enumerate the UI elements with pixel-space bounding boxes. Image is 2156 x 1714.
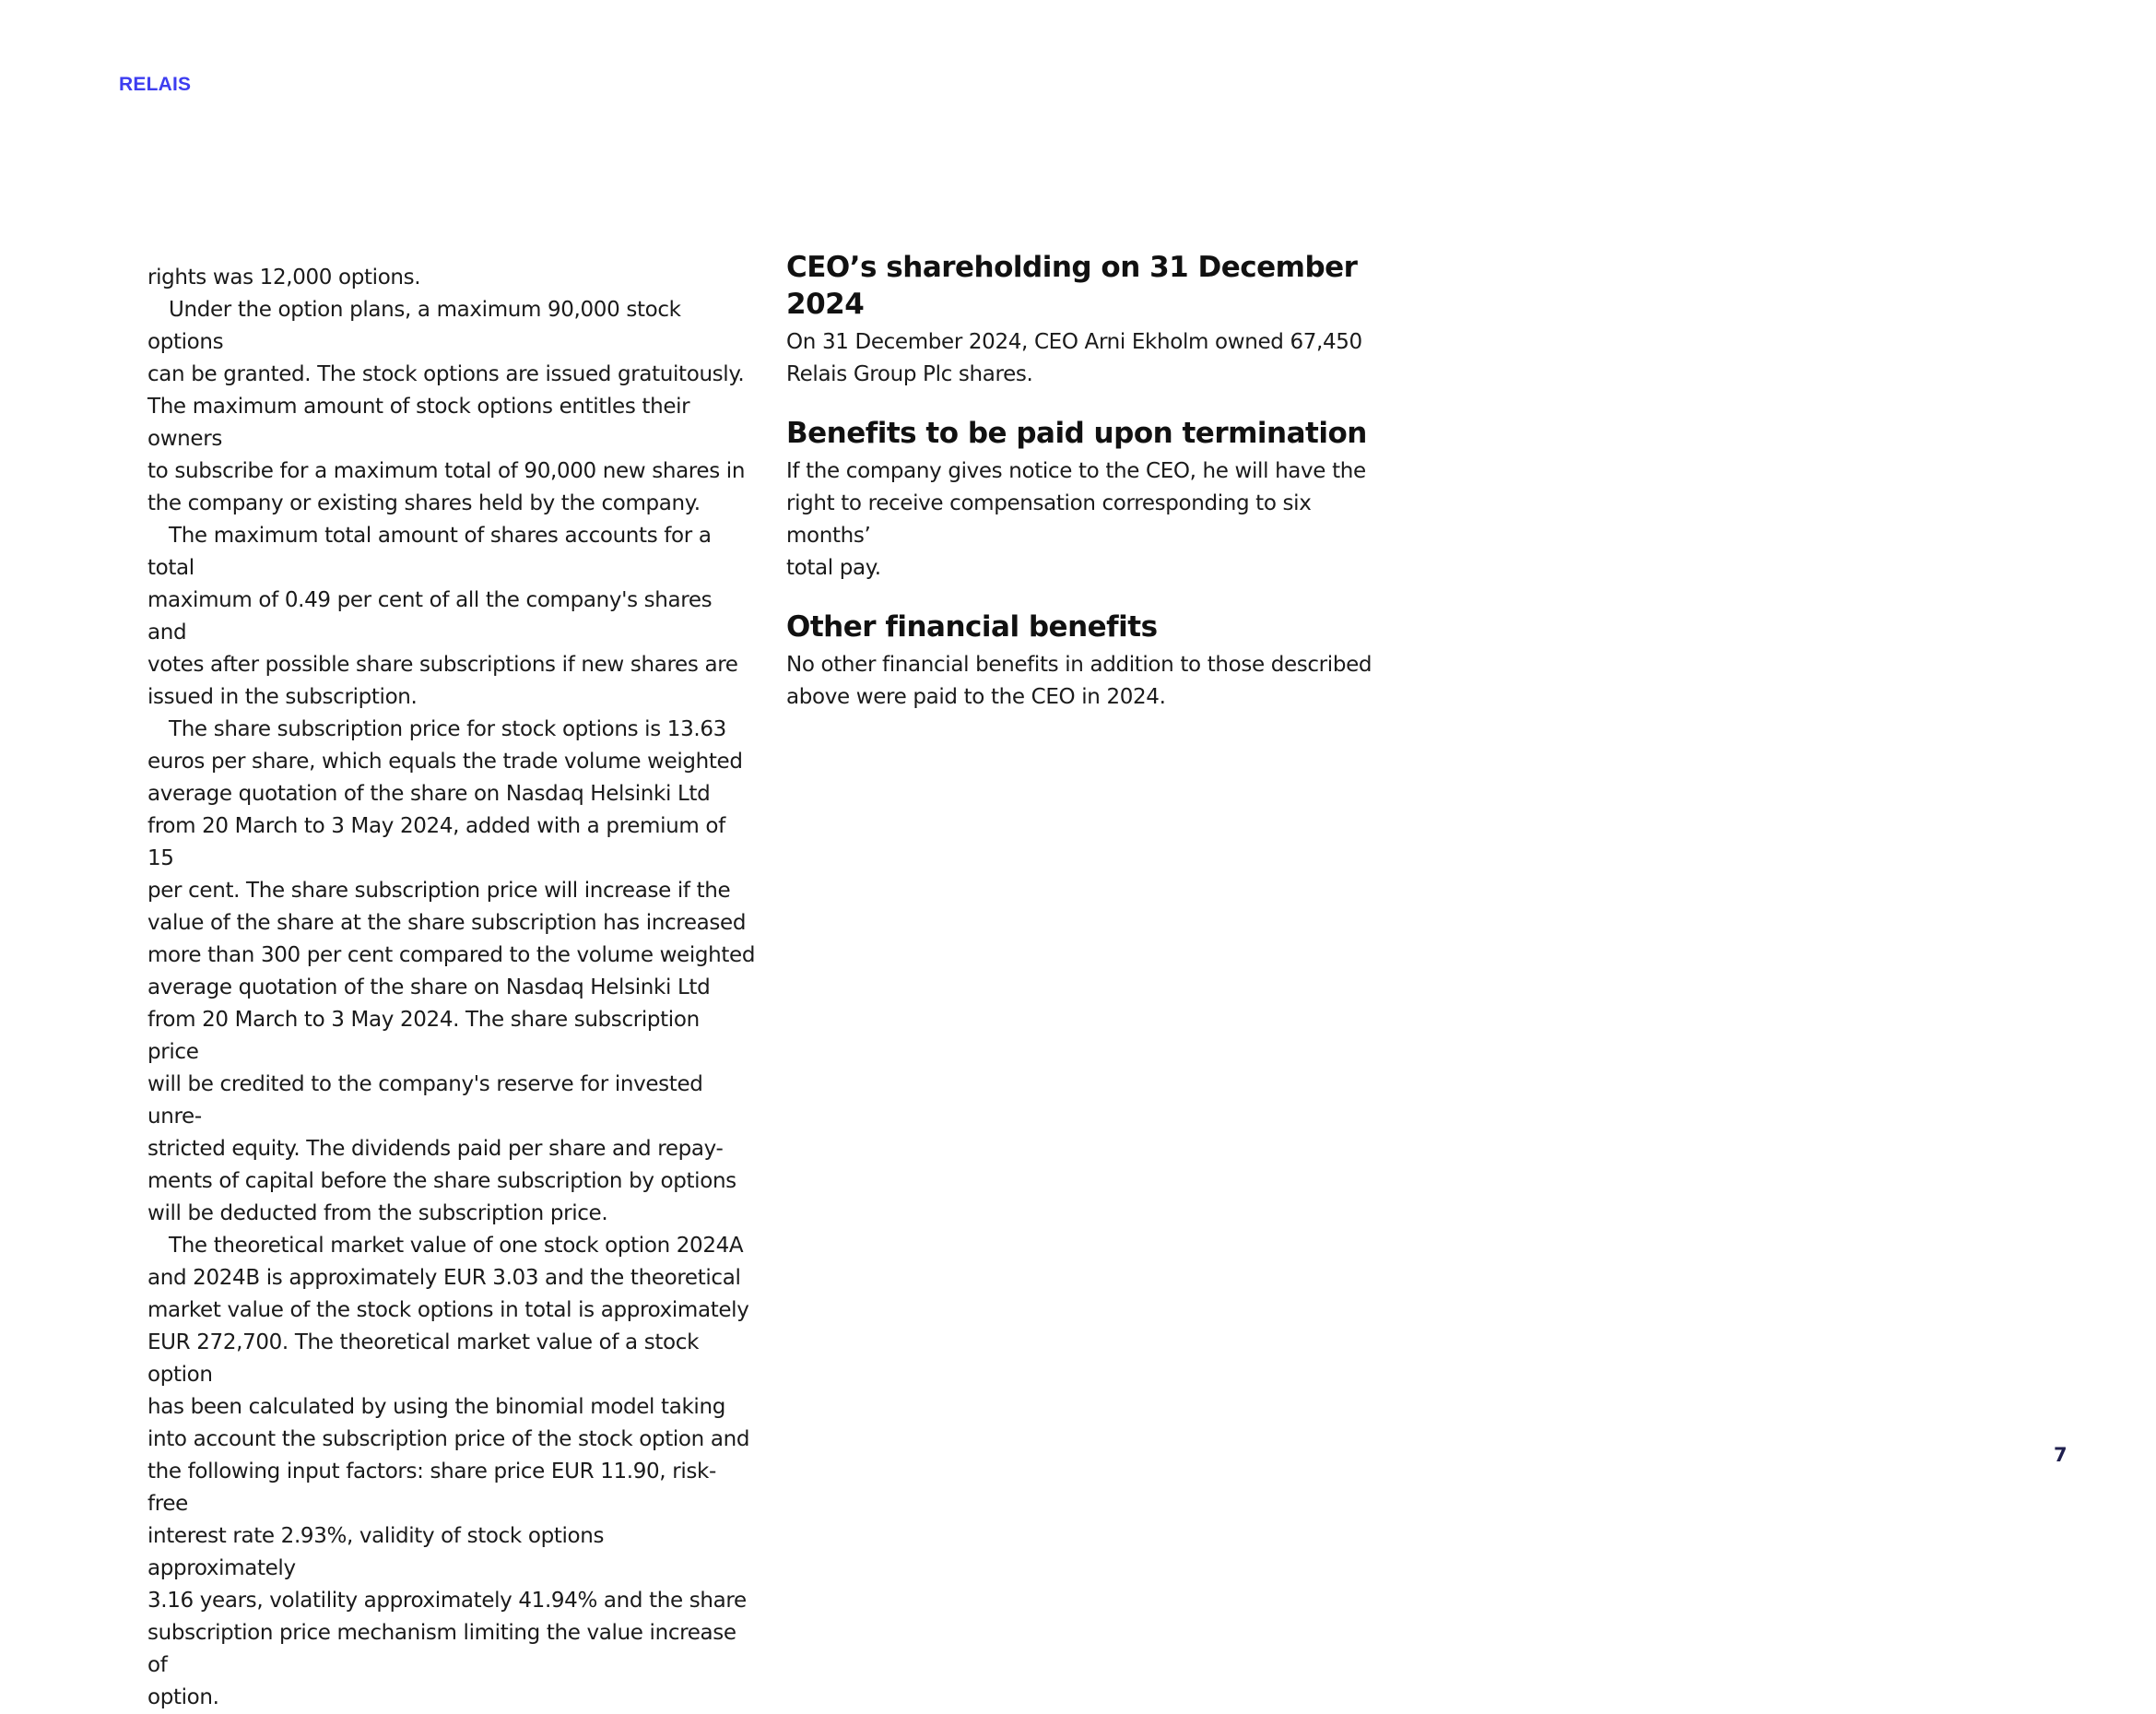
- heading-other-benefits: Other financial benefits: [786, 610, 1158, 644]
- body-termination-benefits: If the company gives notice to the CEO, he will have the right to receive compensation corresponding to six months’ total pay.: [786, 459, 1366, 580]
- paragraph-theoretical-value: The theoretical market value of one stock option 2024A and 2024B is approximately EUR 3.03 and the theoretical market value of the stock options in total is approximately EUR 272,700. The theoretical market value of a stock option has been calculated by using the binomial model taking into account the subscription price of the stock option and the following input factors: share price EUR 11.90, risk-free interest rate 2.93%, validity of stock options approximately 3.16 years, volatility approximately 41.94% and the share subscription price mechanism limiting the value increase of option.: [147, 1234, 750, 1709]
- paragraph-subscription-price: The share subscription price for stock options is 13.63 euros per share, which equals the trade volume weighted average quotation of the share on Nasdaq Helsinki Ltd from 20 March to 3 May 2024, added with a premium of 15 per cent. The share subscription price will increase if the value of the share at the share subscription has increased more than 300 per cent compared to the volume weighted average quotation of the share on Nasdaq Helsinki Ltd from 20 March to 3 May 2024. The share subscription price will be credited to the company's reserve for invested unre- stricted equity. The dividends paid per share and repay- ments of capital before the share subscription by options will be deducted from the subscription price.: [147, 717, 756, 1225]
- section-other-benefits: [786, 609, 1395, 714]
- paragraph-max-shares: The maximum total amount of shares accounts for a total maximum of 0.49 per cent of all the company's shares and votes after possible share subscriptions if new shares are issued in the subscription.: [147, 524, 738, 709]
- body-other-benefits: No other financial benefits in addition to those described above were paid to the CEO in 2024.: [786, 653, 1373, 709]
- heading-ceo-shareholding: CEO’s shareholding on 31 December 2024: [786, 251, 1358, 321]
- paragraph-option-plans: Under the option plans, a maximum 90,000 stock options can be granted. The stock options are issued gratuitously. The maximum amount of stock options entitles their owners to subscribe for a maximum total of 90,000 new shares in the company or existing shares held by the company.: [147, 298, 746, 515]
- section-termination-benefits: [786, 415, 1395, 585]
- paragraph-continued: rights was 12,000 options.: [147, 266, 421, 290]
- brand-logo: RELAIS: [119, 74, 192, 95]
- body-ceo-shareholding: On 31 December 2024, CEO Arni Ekholm owned 67,450 Relais Group Plc shares.: [786, 330, 1362, 386]
- heading-termination-benefits: Benefits to be paid upon termination: [786, 417, 1367, 450]
- right-column: [786, 249, 1395, 714]
- left-column: [147, 262, 756, 1714]
- section-ceo-shareholding: [786, 249, 1395, 391]
- page-number: 7: [2054, 1444, 2068, 1466]
